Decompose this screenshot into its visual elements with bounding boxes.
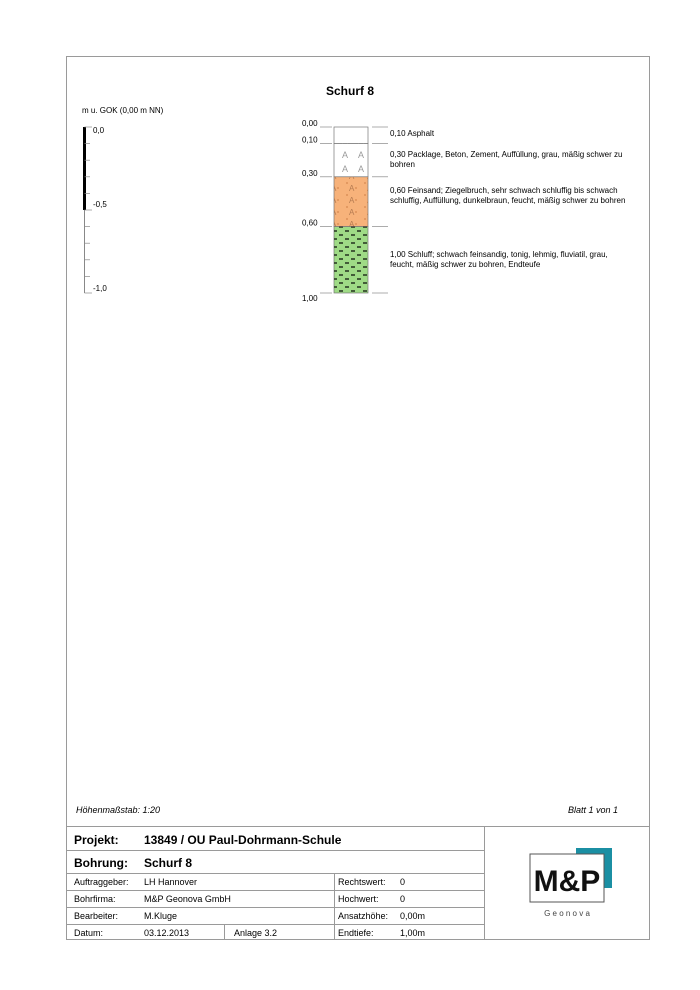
bearbeiter-label: Bearbeiter: xyxy=(74,911,119,921)
depth-label: 0,00 xyxy=(302,120,318,128)
bohrfirma-value: M&P Geonova GmbH xyxy=(144,894,231,904)
row-divider xyxy=(66,907,484,908)
company-logo xyxy=(524,848,614,920)
endtiefe-label: Endtiefe: xyxy=(338,928,374,938)
rechtswert-value: 0 xyxy=(400,877,406,887)
page-title: Schurf 8 xyxy=(325,84,374,98)
endtiefe-value: 1,00m xyxy=(400,928,426,938)
profile-layers xyxy=(334,127,368,293)
row-divider xyxy=(66,873,484,874)
layer-pattern-2 xyxy=(334,177,368,227)
ansatzhoehe-label: Ansatzhöhe: xyxy=(338,911,389,921)
col-divider xyxy=(224,924,225,940)
layer-0 xyxy=(334,127,368,144)
bearbeiter-value: M.Kluge xyxy=(144,911,178,921)
hochwert-value: 0 xyxy=(400,894,406,904)
scale-tick-0: 0,0 xyxy=(93,126,105,135)
bohrung-value: Schurf 8 xyxy=(144,856,193,870)
scale-tick-1: -0,5 xyxy=(93,200,107,209)
depth-label: 0,60 xyxy=(302,218,318,228)
row-divider xyxy=(66,924,484,925)
soil-profile xyxy=(290,120,410,310)
projekt-value: 13849 / OU Paul-Dohrmann-Schule xyxy=(144,833,342,847)
ansatzhoehe-value: 0,00m xyxy=(400,911,426,921)
layer-description: 0,10 Asphalt xyxy=(390,129,435,138)
scale-note: Höhenmaßstab: 1:20 xyxy=(76,805,161,815)
bohrung-label: Bohrung: xyxy=(74,856,128,870)
layer-description: 0,60 Feinsand; Ziegelbruch, sehr schwach schluffig bis schwach schluffig, Auffüllung, dunkelbraun, feucht, mäßig schwer zu bohren xyxy=(390,186,626,205)
datum-label: Datum: xyxy=(74,928,104,938)
rechtswert-label: Rechtswert: xyxy=(338,877,386,887)
depth-scale xyxy=(70,120,130,300)
row-divider xyxy=(66,850,484,851)
scale-tick-2: -1,0 xyxy=(93,284,107,293)
depth-label: 0,10 xyxy=(302,135,318,145)
col-divider xyxy=(334,873,335,940)
hochwert-label: Hochwert: xyxy=(338,894,379,904)
depth-label: 1,00 xyxy=(302,294,318,303)
bohrfirma-label: Bohrfirma: xyxy=(74,894,116,904)
depth-label: 0,30 xyxy=(302,168,318,178)
anlage-value: Anlage 3.2 xyxy=(234,928,278,938)
logo-text: M&P xyxy=(533,865,601,898)
projekt-label: Projekt: xyxy=(74,833,119,847)
auftraggeber-label: Auftraggeber: xyxy=(74,877,129,887)
col-divider xyxy=(484,827,485,940)
layer-description: 0,30 Packlage, Beton, Zement, Auffüllung, grau, mäßig schwer zu bohren xyxy=(390,150,623,169)
unit-label: m u. GOK (0,00 m NN) xyxy=(82,106,164,115)
scale-bar-filled xyxy=(83,127,86,210)
logo-subtext: G e o n o v a xyxy=(544,909,590,918)
datum-value: 03.12.2013 xyxy=(144,928,190,938)
auftraggeber-value: LH Hannover xyxy=(144,877,198,887)
row-divider xyxy=(66,890,484,891)
layer-description: 1,00 Schluff; schwach feinsandig, tonig, lehmig, fluviatil, grau, feucht, mäßig schwer zu bohren, Endteufe xyxy=(390,250,608,269)
layer-pattern-1 xyxy=(334,144,368,177)
layer-pattern-3 xyxy=(334,227,368,293)
sheet-number: Blatt 1 von 1 xyxy=(567,805,618,815)
